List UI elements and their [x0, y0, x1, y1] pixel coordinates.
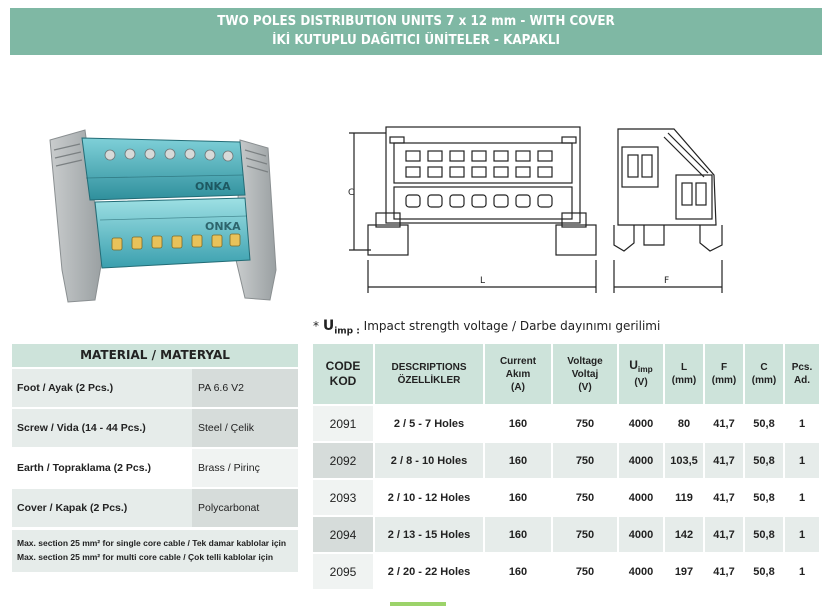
header-l-name: L	[680, 362, 688, 373]
brand-text-bottom: ONKA	[205, 220, 241, 233]
header-f-name: F	[720, 362, 728, 373]
side-view-drawing	[604, 115, 730, 295]
uimp-prefix: *	[313, 319, 323, 333]
dimension-label-c: C	[348, 188, 355, 198]
header-uimp-unit: (V)	[634, 377, 648, 388]
next-page-tab[interactable]	[390, 602, 446, 606]
material-value: Polycarbonat	[192, 489, 298, 527]
cell-c: 50,8	[745, 552, 785, 589]
header-c	[745, 344, 785, 404]
cell-f: 41,7	[705, 441, 745, 478]
cell-current: 160	[485, 478, 553, 515]
table-row	[313, 552, 821, 589]
header-desc-tr: ÖZELLİKLER	[397, 375, 461, 386]
cell-f: 41,7	[705, 552, 745, 589]
cell-code: 2093	[313, 478, 375, 515]
cell-code: 2095	[313, 552, 375, 589]
header-voltage	[553, 344, 619, 404]
cell-f: 41,7	[705, 515, 745, 552]
header-pcs-tr: Ad.	[793, 375, 811, 386]
cell-desc: 2 / 8 - 10 Holes	[375, 441, 485, 478]
footnote-multi-core: Max. section 25 mm² for multi core cable / Çok telli kablolar için	[17, 552, 274, 562]
cell-uimp: 4000	[619, 552, 665, 589]
uimp-note	[313, 318, 660, 336]
cell-current: 160	[485, 515, 553, 552]
cell-l: 142	[665, 515, 705, 552]
cell-pcs: 1	[785, 552, 821, 589]
header-desc	[375, 344, 485, 404]
header-voltage-tr: Voltaj	[571, 368, 599, 380]
spec-header-row	[313, 344, 821, 404]
material-row	[12, 409, 298, 447]
cell-l: 80	[665, 404, 705, 441]
material-label: Foot / Ayak (2 Pcs.)	[12, 369, 192, 407]
cell-desc: 2 / 13 - 15 Holes	[375, 515, 485, 552]
cell-pcs: 1	[785, 515, 821, 552]
material-value: PA 6.6 V2	[192, 369, 298, 407]
material-row	[12, 369, 298, 407]
cell-code: 2094	[313, 515, 375, 552]
cell-uimp: 4000	[619, 404, 665, 441]
material-label: Screw / Vida (14 - 44 Pcs.)	[12, 409, 192, 447]
title-turkish: İKİ KUTUPLU DAĞITICI ÜNİTELER - KAPAKLI	[272, 33, 560, 48]
header-uimp	[619, 344, 665, 404]
material-value: Brass / Pirinç	[192, 449, 298, 487]
cell-code: 2091	[313, 404, 375, 441]
cell-l: 103,5	[665, 441, 705, 478]
cell-voltage: 750	[553, 404, 619, 441]
cell-f: 41,7	[705, 478, 745, 515]
header-pcs-en: Pcs.	[791, 362, 813, 373]
header-f-unit: (mm)	[711, 375, 737, 386]
material-footnotes	[12, 530, 298, 572]
cell-pcs: 1	[785, 478, 821, 515]
cell-c: 50,8	[745, 478, 785, 515]
material-row	[12, 449, 298, 487]
table-row	[313, 441, 821, 478]
cell-voltage: 750	[553, 441, 619, 478]
cell-f: 41,7	[705, 404, 745, 441]
header-current-en: Current	[499, 355, 537, 367]
header-c-name: C	[760, 362, 768, 373]
cell-desc: 2 / 5 - 7 Holes	[375, 404, 485, 441]
front-view-drawing	[346, 115, 608, 295]
cell-desc: 2 / 20 - 22 Holes	[375, 552, 485, 589]
header-uimp-symbol: U	[629, 358, 638, 372]
title-banner	[10, 8, 822, 55]
material-table-title: MATERIAL / MATERYAL	[12, 344, 298, 367]
cell-current: 160	[485, 404, 553, 441]
cell-uimp: 4000	[619, 478, 665, 515]
cell-current: 160	[485, 552, 553, 589]
cell-desc: 2 / 10 - 12 Holes	[375, 478, 485, 515]
cell-c: 50,8	[745, 404, 785, 441]
spec-table	[313, 344, 821, 589]
cell-c: 50,8	[745, 441, 785, 478]
material-value: Steel / Çelik	[192, 409, 298, 447]
cell-l: 197	[665, 552, 705, 589]
material-label: Earth / Topraklama (2 Pcs.)	[12, 449, 192, 487]
header-l	[665, 344, 705, 404]
dimension-label-l: L	[480, 276, 486, 286]
header-pcs	[785, 344, 821, 404]
header-f	[705, 344, 745, 404]
cell-code: 2092	[313, 441, 375, 478]
cell-current: 160	[485, 441, 553, 478]
cell-pcs: 1	[785, 441, 821, 478]
cell-pcs: 1	[785, 404, 821, 441]
material-row	[12, 489, 298, 527]
header-current	[485, 344, 553, 404]
header-uimp-subscript: imp	[637, 364, 653, 374]
dimension-label-f: F	[664, 276, 670, 286]
table-row	[313, 515, 821, 552]
header-l-unit: (mm)	[671, 375, 697, 386]
header-desc-en: DESCRIPTIONS	[391, 362, 467, 373]
material-table	[12, 344, 298, 572]
header-code-tr: KOD	[329, 374, 357, 388]
cell-c: 50,8	[745, 515, 785, 552]
table-row	[313, 478, 821, 515]
header-voltage-en: Voltage	[567, 355, 603, 367]
uimp-subscript: imp :	[334, 326, 360, 337]
product-photo	[40, 120, 280, 305]
title-english: TWO POLES DISTRIBUTION UNITS 7 x 12 mm - WITH COVER	[217, 14, 615, 29]
header-c-unit: (mm)	[751, 375, 777, 386]
cell-l: 119	[665, 478, 705, 515]
cell-voltage: 750	[553, 515, 619, 552]
uimp-text: Impact strength voltage / Darbe dayınımı gerilimi	[359, 319, 661, 333]
header-code-en: CODE	[325, 359, 361, 373]
header-current-unit: (A)	[511, 381, 525, 393]
header-voltage-unit: (V)	[578, 381, 592, 393]
cell-voltage: 750	[553, 478, 619, 515]
header-current-tr: Akım	[505, 368, 531, 380]
material-label: Cover / Kapak (2 Pcs.)	[12, 489, 192, 527]
footnote-single-core: Max. section 25 mm² for single core cable / Tek damar kablolar için	[17, 538, 287, 548]
brand-text-top: ONKA	[195, 180, 231, 193]
uimp-symbol: U	[322, 318, 335, 334]
cell-voltage: 750	[553, 552, 619, 589]
table-row	[313, 404, 821, 441]
cell-uimp: 4000	[619, 515, 665, 552]
header-code	[313, 344, 375, 404]
cell-uimp: 4000	[619, 441, 665, 478]
